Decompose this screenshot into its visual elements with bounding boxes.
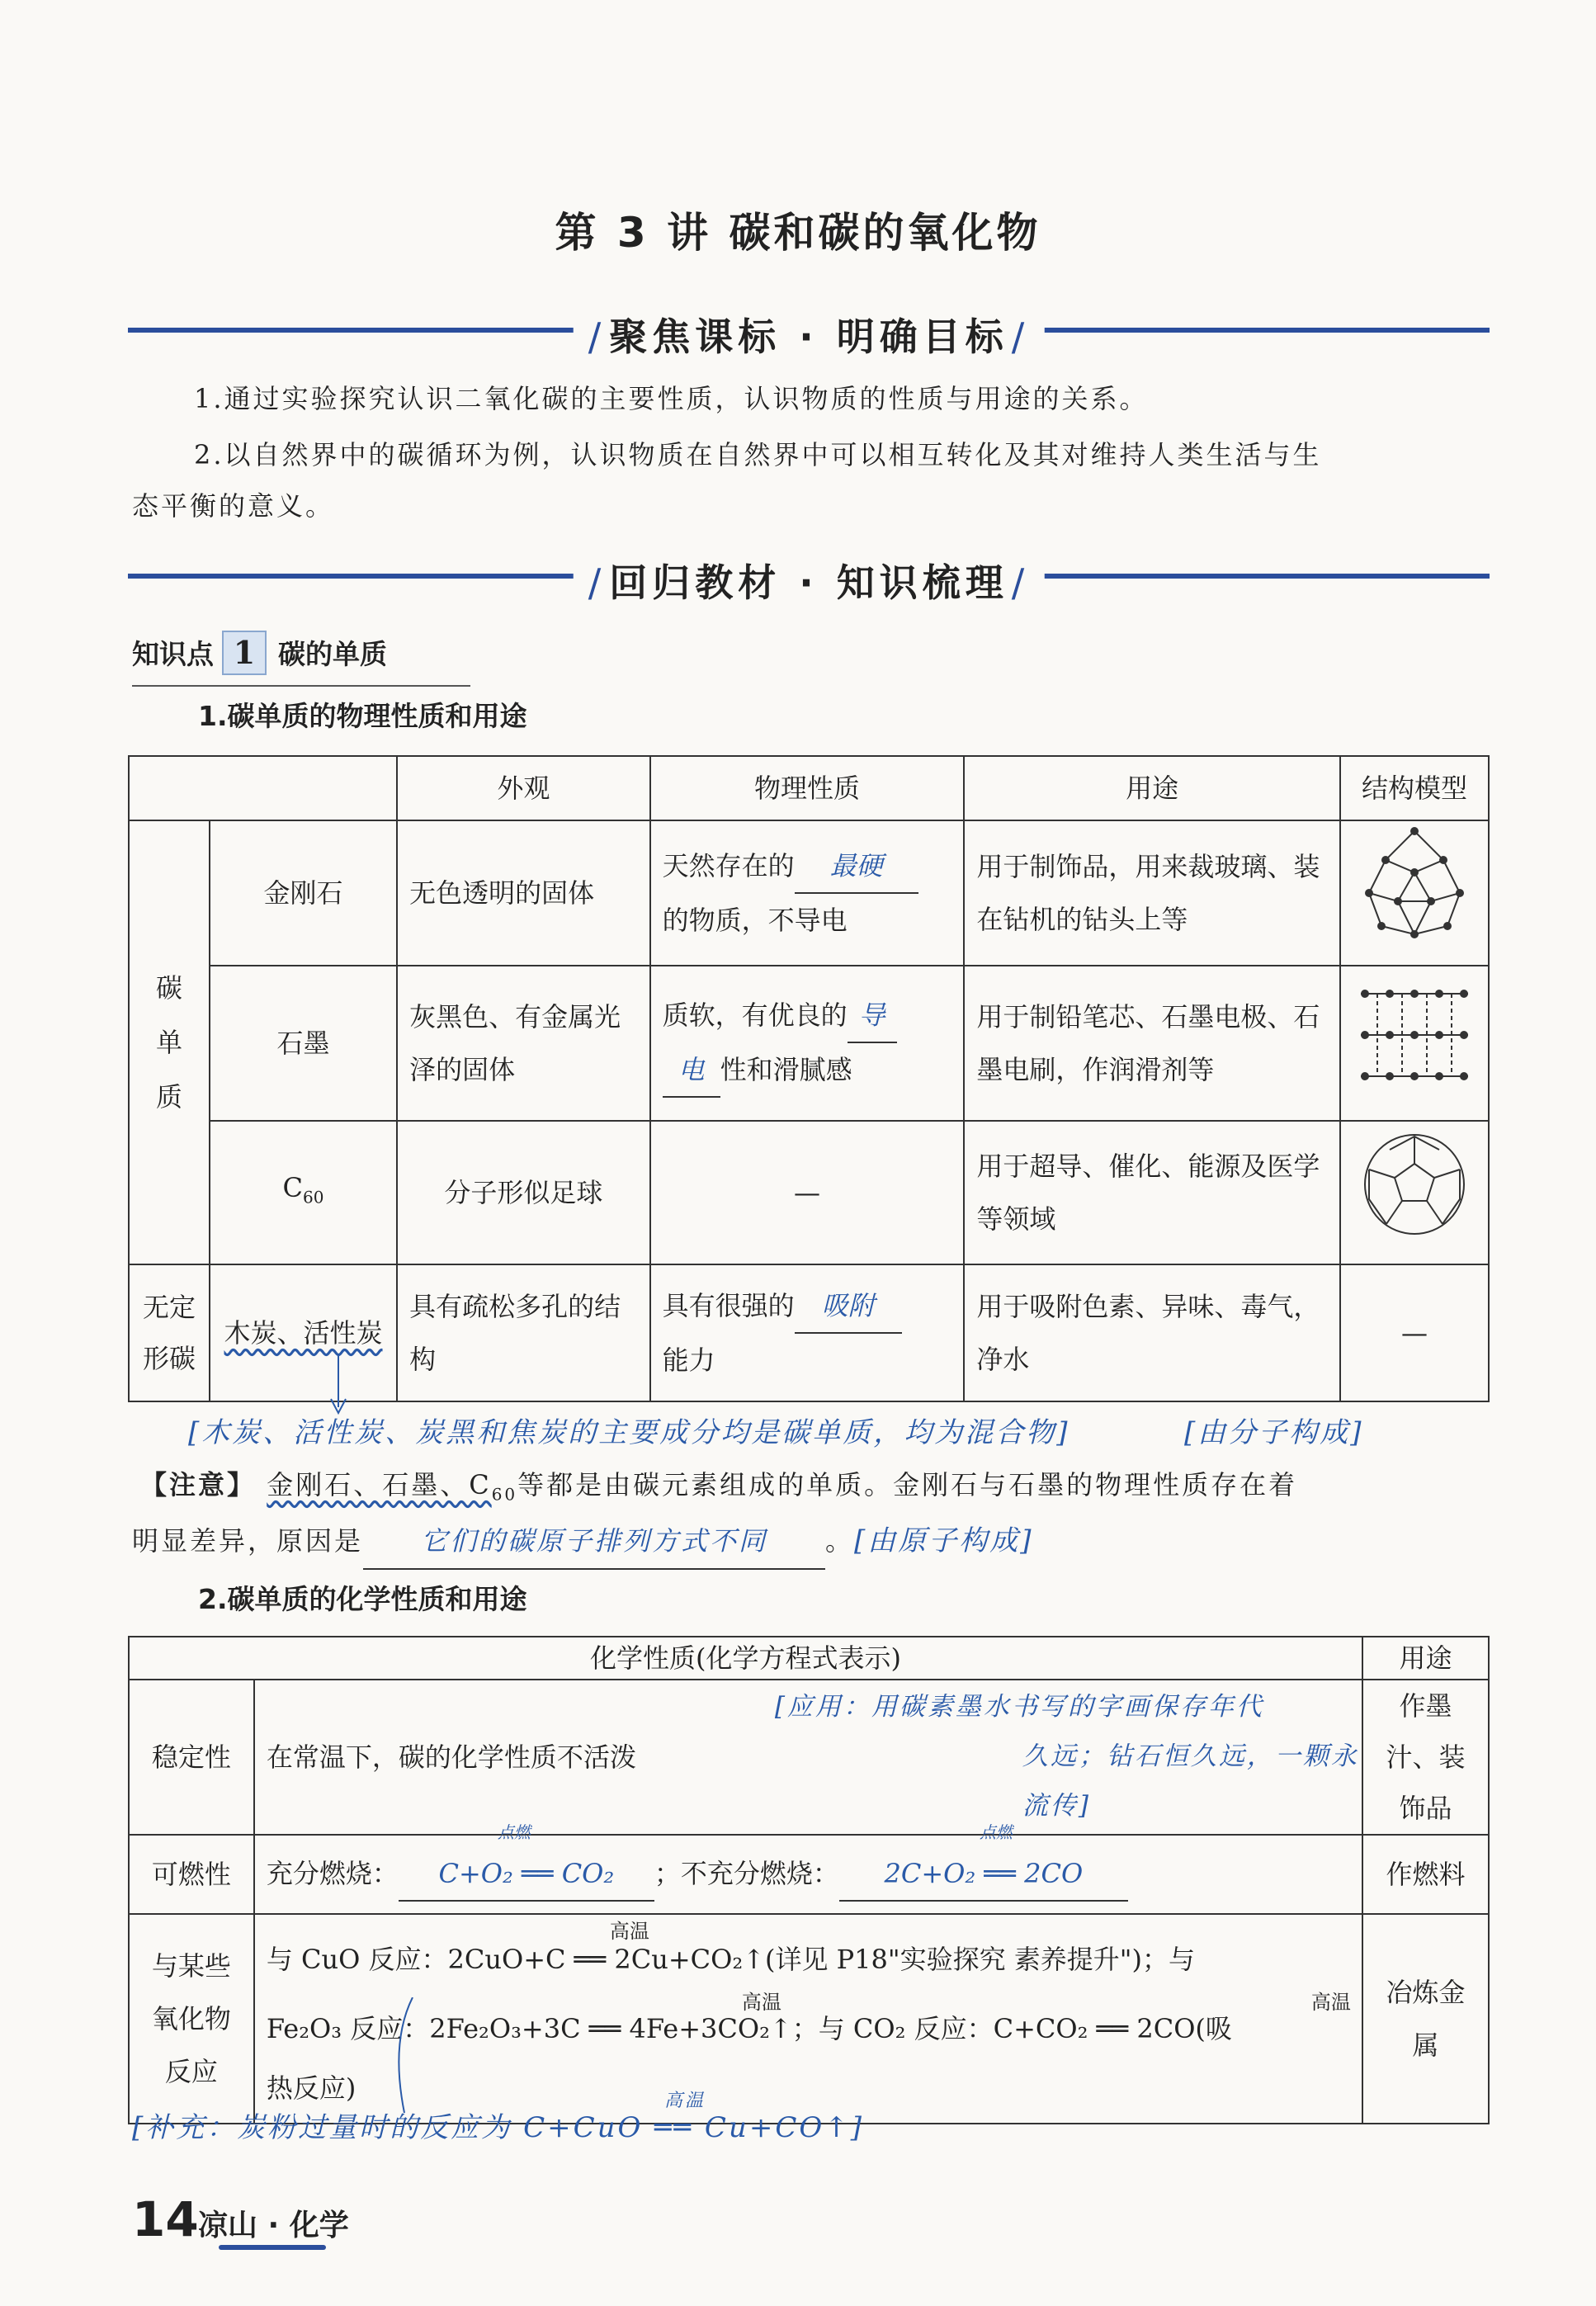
- c60-use: 用于超导、催化、能源及医学等领域: [964, 1121, 1340, 1264]
- amorphous-look: 具有疏松多孔的结构: [397, 1264, 650, 1401]
- attention-label: 【注意】: [140, 1469, 257, 1500]
- graphite-prop: 质软，有优良的 导 电 性和滑腻感: [650, 966, 965, 1121]
- header-empty: [129, 756, 397, 820]
- oxide-cond-1: 高温: [609, 1920, 649, 1943]
- oxide-cond-2: 高温: [741, 1991, 781, 2014]
- burn-full-eq: 点燃 C+O₂ ══ CO₂: [399, 1847, 654, 1902]
- note-molecule: [由分子构成]: [1184, 1416, 1364, 1449]
- group-label-carbon: 碳单质: [129, 820, 210, 1264]
- header-look: 外观: [397, 756, 650, 820]
- goal-1: 1.通过实验探究认识二氧化碳的主要性质，认识物质的性质与用途的关系。: [194, 383, 1149, 414]
- c60-look: 分子形似足球: [397, 1121, 650, 1264]
- header-model: 结构模型: [1340, 756, 1489, 820]
- diamond-structure-icon: [1353, 823, 1476, 947]
- burn-label: 可燃性: [129, 1835, 254, 1914]
- physical-properties-table: [128, 755, 1490, 1402]
- note-supplement-cond: 高温: [664, 2091, 706, 2111]
- footer-book-title: 凉山 · 化学: [198, 2209, 349, 2242]
- stable-note-line2: 久远；钻石恒久远，一颗永流传]: [1022, 1741, 1359, 1821]
- burn-partial-eq: 点燃 2C+O₂ ══ 2CO: [839, 1847, 1128, 1902]
- graphite-prop-answer-2: 电: [663, 1043, 720, 1098]
- diamond-prop: 天然存在的 最硬 的物质，不导电: [650, 820, 965, 966]
- goal-2-cont: 态平衡的意义。: [132, 490, 335, 522]
- page-number: 14: [132, 2191, 199, 2247]
- amorphous-name: [210, 1264, 397, 1401]
- page-title: 第 3 讲 碳和碳的氧化物: [555, 209, 1041, 257]
- attention-text: 等都是由碳元素组成的单质。金刚石与石墨的物理性质存在着: [517, 1469, 1298, 1500]
- c60-name: $C_{60}$: [210, 1121, 397, 1264]
- banner-goals: /聚焦课标 · 明确目标/: [128, 305, 1490, 355]
- amorphous-use: 用于吸附色素、异味、毒气，净水: [964, 1264, 1340, 1401]
- graphite-model: [1340, 966, 1489, 1121]
- note3-arrow: [388, 1997, 437, 2121]
- kp-number: 1: [222, 631, 267, 675]
- c60-model: [1340, 1121, 1489, 1264]
- diamond-model: [1340, 820, 1489, 966]
- burn-full-label: 充分燃烧：: [266, 1858, 399, 1889]
- c60-structure-icon: [1357, 1127, 1472, 1242]
- kp-underline: [132, 685, 470, 687]
- oxide-label: 与某些氧化物反应: [129, 1914, 254, 2124]
- attention-answer: 它们的碳原子排列方式不同: [363, 1514, 825, 1570]
- header-physical: 物理性质: [650, 756, 965, 820]
- attention-subject: 金刚石、石墨、C: [267, 1469, 492, 1500]
- graphite-use: 用于制铅笔芯、石墨电极、石墨电刷，作润滑剂等: [964, 966, 1340, 1121]
- t2-header-use: 用途: [1362, 1637, 1489, 1680]
- goal-2: 2.以自然界中的碳循环为例，认识物质在自然界中可以相互转化及其对维持人类生活与生: [194, 439, 1322, 470]
- amorphous-prop-answer: 吸附: [795, 1279, 902, 1334]
- note-mixture: [木炭、活性炭、炭黑和焦炭的主要成分均是碳单质，均为混合物]: [188, 1416, 1070, 1449]
- stable-note: [775, 1682, 1362, 1831]
- attention-end: 。: [825, 1525, 855, 1557]
- attention-line2: [132, 1514, 1485, 1570]
- banner-goals-label: 聚焦课标 · 明确目标: [609, 314, 1008, 359]
- kp-prefix: 知识点: [132, 638, 214, 670]
- oxide-line2: Fe₂O₃ 反应：2Fe₂O₃+3C ══ 4Fe+3CO₂↑；与 CO₂ 反应：C+CO₂ ══ 2CO(吸: [266, 2013, 1232, 2044]
- attention-line1: [140, 1458, 1494, 1521]
- oxide-cond-3: 高温: [1310, 1991, 1351, 2014]
- section-2-heading: 2.碳单质的化学性质和用途: [198, 1583, 527, 1615]
- graphite-prop-answer-1: 导: [848, 989, 897, 1043]
- section-1-heading: 1.碳单质的物理性质和用途: [198, 700, 527, 732]
- burn-text: [254, 1822, 1362, 1914]
- amorphous-model: —: [1340, 1264, 1489, 1401]
- burn-cond-2: 点燃: [979, 1822, 1013, 1842]
- stable-use: 作墨汁、装饰品: [1362, 1680, 1489, 1835]
- note-supplement: [132, 2091, 864, 2145]
- knowledge-point-heading: [132, 631, 387, 675]
- diamond-name: 金刚石: [210, 820, 397, 966]
- diamond-use: 用于制饰品，用来裁玻璃、装在钻机的钻头上等: [964, 820, 1340, 966]
- attention-sub: 60: [491, 1484, 518, 1505]
- banner-knowledge: /回归教材 · 知识梳理/: [128, 551, 1490, 601]
- chemical-properties-table: [128, 1636, 1490, 2124]
- diamond-look: 无色透明的固体: [397, 820, 650, 966]
- burn-cond-1: 点燃: [497, 1822, 531, 1842]
- amorphous-prop: 具有很强的 吸附 能力: [650, 1264, 965, 1401]
- stable-desc: 在常温下，碳的化学性质不活泼: [266, 1741, 636, 1773]
- kp-name: 碳的单质: [278, 638, 387, 670]
- graphite-name: 石墨: [210, 966, 397, 1121]
- stable-text: [254, 1680, 1362, 1835]
- amorphous-name-text: 木炭、活性炭: [224, 1317, 383, 1349]
- burn-use: 作燃料: [1362, 1835, 1489, 1914]
- note-supplement-text: [补充：炭粉过量时的反应为 C+CuO ══ Cu+CO↑]: [132, 2111, 864, 2144]
- stable-label: 稳定性: [129, 1680, 254, 1835]
- diamond-prop-answer: 最硬: [795, 839, 918, 894]
- footer-underline: [219, 2245, 326, 2250]
- c60-prop: —: [650, 1121, 965, 1264]
- burn-partial-label: ；不充分燃烧：: [654, 1858, 839, 1889]
- banner-knowledge-label: 回归教材 · 知识梳理: [609, 560, 1008, 605]
- attention-reason-prefix: 明显差异，原因是: [132, 1525, 364, 1557]
- oxide-line3: 热反应): [266, 2072, 357, 2104]
- oxide-line1: 与 CuO 反应：2CuO+C ══ 2Cu+CO₂↑(详见 P18"实验探究 素养提升")；与: [266, 1944, 1195, 1975]
- stable-note-line1: [应用：用碳素墨水书写的字画保存年代: [774, 1692, 1264, 1722]
- graphite-look: 灰黑色、有金属光泽的固体: [397, 966, 650, 1121]
- header-use: 用途: [964, 756, 1340, 820]
- graphite-structure-icon: [1353, 977, 1476, 1093]
- t2-header-property: 化学性质(化学方程式表示): [129, 1637, 1362, 1680]
- amorphous-label: 无定形碳: [129, 1264, 210, 1401]
- oxide-use: 冶炼金属: [1362, 1914, 1489, 2124]
- note-atom: [由原子构成]: [854, 1524, 1034, 1557]
